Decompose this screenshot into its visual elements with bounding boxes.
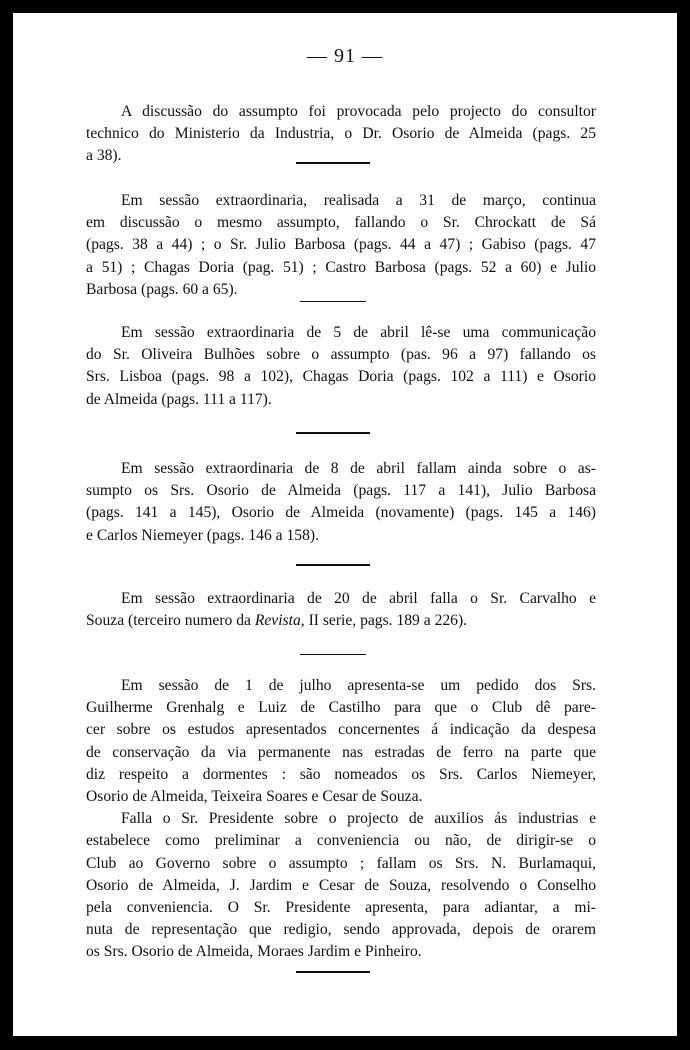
text-fragment: Souza (terceiro numero da [86,612,255,630]
text-line: Barbosa (pags. 60 a 65). [86,280,238,298]
paragraph-4 [86,458,596,547]
paragraph-6 [86,675,596,964]
section-divider [296,432,370,434]
section-divider [296,162,370,164]
text-line: Em sessão extraordinaria de 8 de abril fallam ainda sobre o as- [121,460,596,477]
text-line: sumpto os Srs. Osorio de Almeida (pags. 117 a 141), Julio Barbosa [86,482,596,500]
text-line: Osorio de Almeida, Teixeira Soares e Cesar de Souza. [86,788,423,806]
text-line [86,610,596,632]
text-line: Em sessão extraordinaria de 20 de abril falla o Sr. Carvalho e [121,590,596,607]
section-divider [296,971,370,973]
text-line: a 51) ; Chagas Doria (pag. 51) ; Castro Barbosa (pags. 52 a 60) e Julio [86,258,596,276]
text-line: e Carlos Niemeyer (pags. 146 a 158). [86,526,319,544]
text-line: A discussão do assumpto foi provocada pelo projecto do consultor [121,103,596,120]
text-line: estabelece como preliminar a conveniencia ou não, de dirigir-se o [86,832,596,850]
text-line: Osorio de Almeida, J. Jardim e Cesar de Souza, resolvendo o Conselho [86,876,596,894]
text-line: de conservação da via permanente nas estradas de ferro na parte que [86,743,596,761]
section-divider [300,301,366,302]
paragraph-3 [86,322,596,411]
section-divider [300,654,366,655]
text-line: technico do Ministerio da Industria, o Dr. Osorio de Almeida (pags. 25 [86,125,596,143]
text-line: Club ao Governo sobre o assumpto ; fallam os Srs. N. Burlamaqui, [86,854,596,872]
text-line: os Srs. Osorio de Almeida, Moraes Jardim e Pinheiro. [86,943,422,961]
text-line: de Almeida (pags. 111 a 117). [86,390,272,408]
paragraph-2 [86,190,596,301]
text-line: cer sobre os estudos apresentados concernentes á indicação da despesa [86,721,596,739]
text-line: Srs. Lisboa (pags. 98 a 102), Chagas Doria (pags. 102 a 111) e Osorio [86,368,596,386]
paragraph-5 [86,588,596,632]
text-line: diz respeito a dormentes : são nomeados os Srs. Carlos Niemeyer, [86,765,596,783]
text-line: pela conveniencia. O Sr. Presidente apresenta, para adiantar, a mi- [86,899,596,917]
text-line: Em sessão extraordinaria, realisada a 31 de março, continua [121,192,596,209]
text-line: (pags. 141 a 145), Osorio de Almeida (novamente) (pags. 145 a 146) [86,504,596,522]
paragraph-1 [86,101,596,168]
section-divider [296,564,370,566]
text-line: nuta de representação que redigio, sendo approvada, depois de orarem [86,921,596,939]
text-line: Guilherme Grenhalg e Luiz de Castilho para que o Club dê pare- [86,699,596,717]
text-line: a 38). [86,147,122,165]
journal-title: Revista [254,612,301,630]
text-fragment: , II serie, pags. 189 a 226). [300,612,468,630]
document-page [13,13,677,1036]
text-line: Em sessão extraordinaria de 5 de abril lê-se uma communicação [121,324,596,341]
text-line: Falla o Sr. Presidente sobre o projecto de auxilios ás industrias e [121,810,596,828]
text-line: em discussão o mesmo assumpto, fallando o Sr. Chrockatt de Sá [86,214,596,232]
text-line: (pags. 38 a 44) ; o Sr. Julio Barbosa (pags. 44 a 47) ; Gabiso (pags. 47 [86,236,596,254]
text-line: do Sr. Oliveira Bulhões sobre o assumpto (pas. 96 a 97) fallando os [86,346,596,364]
text-line: Em sessão de 1 de julho apresenta-se um pedido dos Srs. [121,677,596,694]
page-number: — 91 — [307,45,383,67]
